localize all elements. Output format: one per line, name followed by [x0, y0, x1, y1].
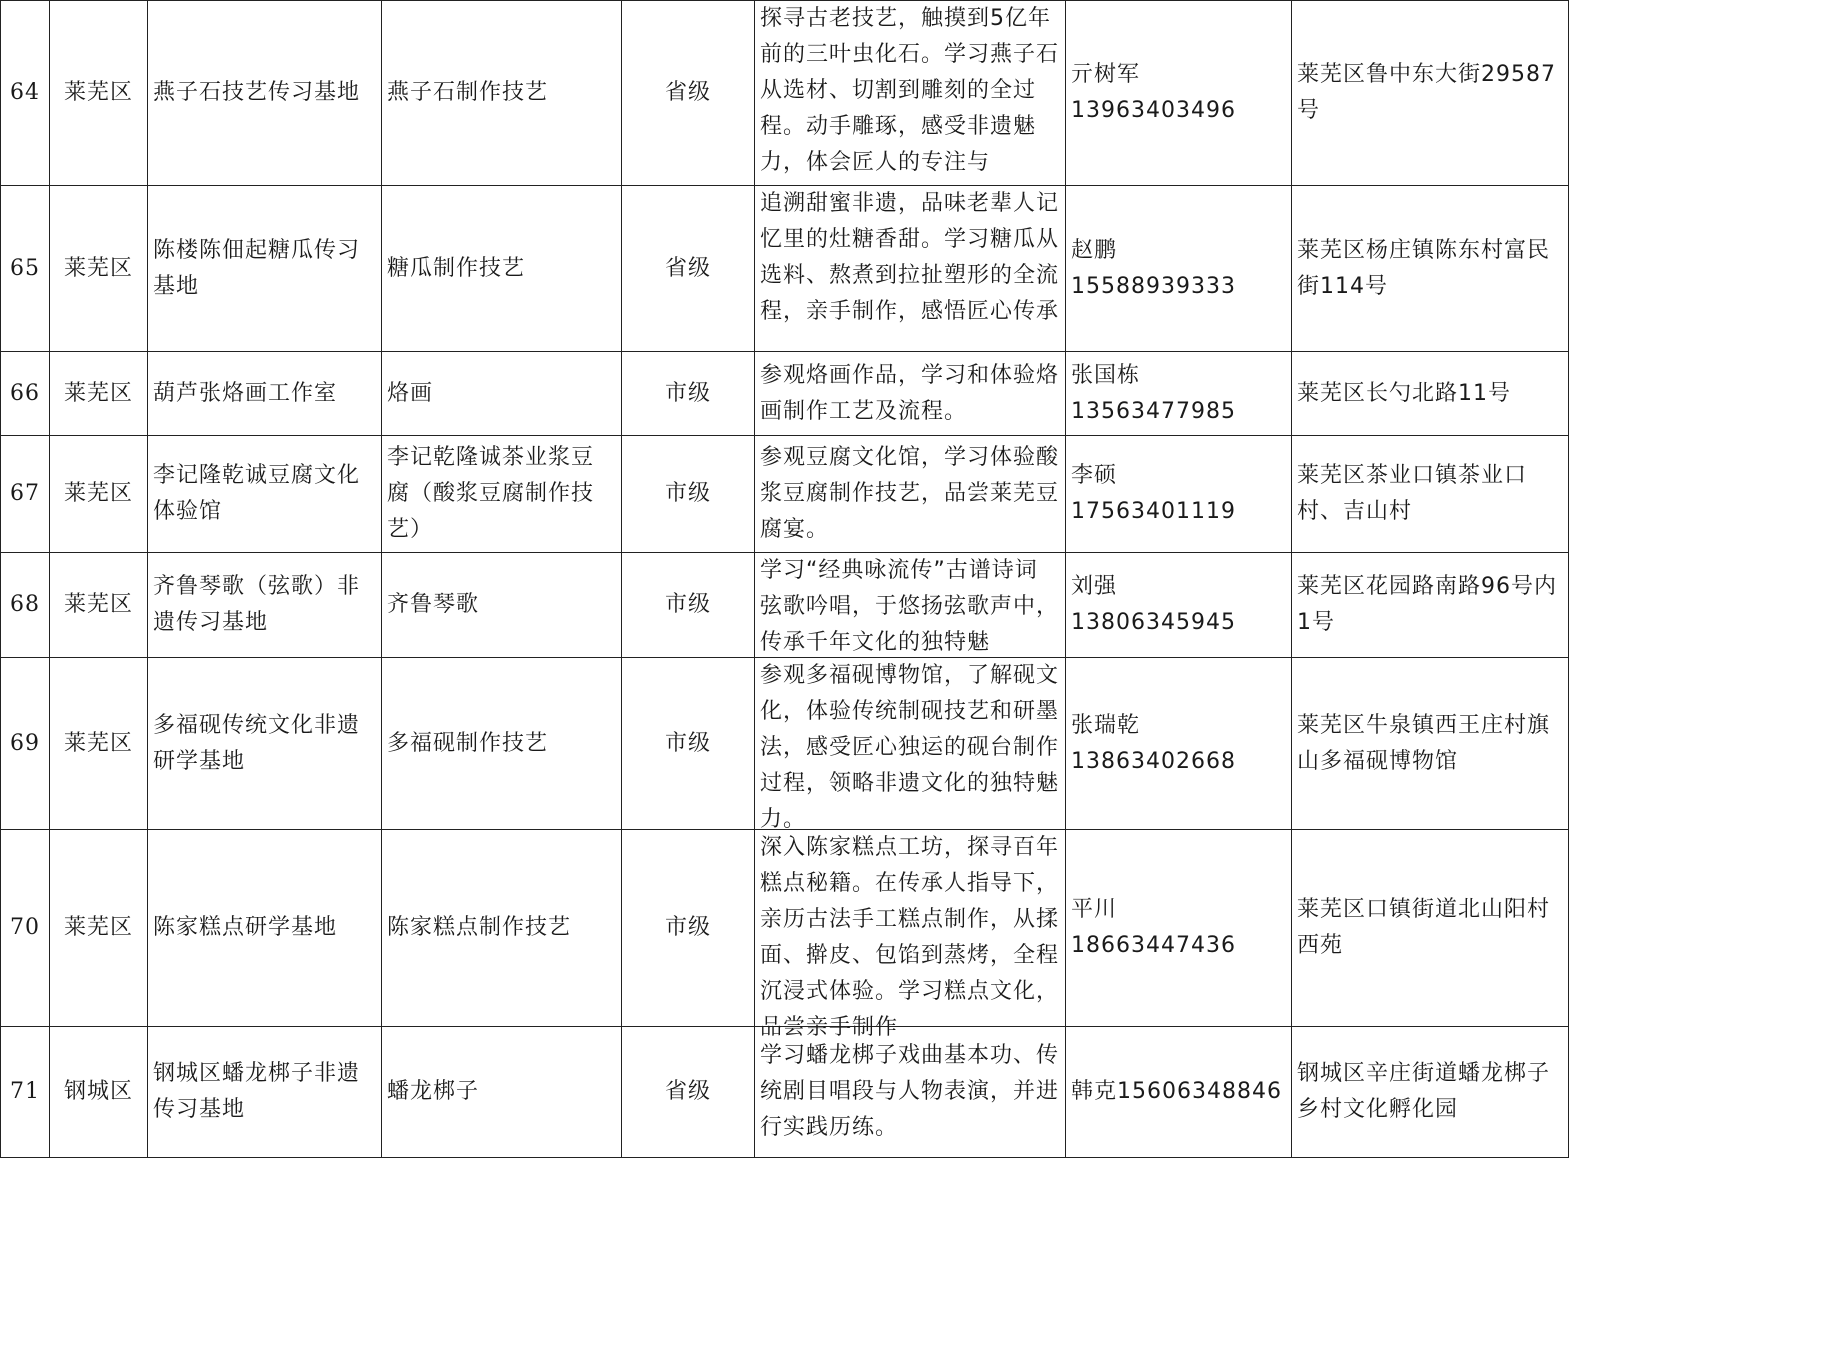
content-cell	[755, 1, 1066, 186]
base-name-cell: 李记隆乾诚豆腐文化体验馆	[148, 436, 382, 553]
content-text: 参观烙画作品，学习和体验烙画制作工艺及流程。	[760, 362, 1060, 424]
base-name-cell: 葫芦张烙画工作室	[148, 352, 382, 436]
project-cell: 蟠龙梆子	[382, 1027, 622, 1158]
row-number: 66	[1, 352, 50, 436]
district-cell: 莱芜区	[50, 553, 148, 658]
table-row	[1, 658, 1569, 830]
table-body	[1, 1, 1569, 1158]
base-name-cell: 钢城区蟠龙梆子非遗传习基地	[148, 1027, 382, 1158]
project-cell: 燕子石制作技艺	[382, 1, 622, 186]
content-cell	[755, 553, 1066, 658]
row-number: 71	[1, 1027, 50, 1158]
content-text: 参观豆腐文化馆，学习体验酸浆豆腐制作技艺，品尝莱芜豆腐宴。	[760, 445, 1060, 542]
contact-cell: 张国栋 13563477985	[1066, 352, 1292, 436]
level-cell: 省级	[622, 186, 755, 352]
content-cell	[755, 1027, 1066, 1158]
level-cell: 市级	[622, 436, 755, 553]
address-cell: 莱芜区口镇街道北山阳村西苑	[1292, 830, 1569, 1027]
row-number: 67	[1, 436, 50, 553]
base-name-cell: 陈楼陈佃起糖瓜传习基地	[148, 186, 382, 352]
base-name-cell: 多福砚传统文化非遗研学基地	[148, 658, 382, 830]
content-cell	[755, 352, 1066, 436]
content-text: 参观多福砚博物馆，了解砚文化，体验传统制砚技艺和研墨法，感受匠心独运的砚台制作过程，领略非遗文化的独特魅力。	[760, 663, 1060, 832]
contact-cell: 赵鹏 15588939333	[1066, 186, 1292, 352]
district-cell: 莱芜区	[50, 658, 148, 830]
project-cell: 李记乾隆诚茶业浆豆腐（酸浆豆腐制作技艺）	[382, 436, 622, 553]
row-number: 69	[1, 658, 50, 830]
district-cell: 莱芜区	[50, 352, 148, 436]
row-number: 64	[1, 1, 50, 186]
project-cell: 烙画	[382, 352, 622, 436]
district-cell: 钢城区	[50, 1027, 148, 1158]
district-cell: 莱芜区	[50, 1, 148, 186]
district-cell: 莱芜区	[50, 436, 148, 553]
row-number: 70	[1, 830, 50, 1027]
content-cell	[755, 186, 1066, 352]
level-cell: 市级	[622, 830, 755, 1027]
address-cell: 莱芜区茶业口镇茶业口村、吉山村	[1292, 436, 1569, 553]
contact-cell: 韩克15606348846	[1066, 1027, 1292, 1158]
address-cell: 莱芜区牛泉镇西王庄村旗山多福砚博物馆	[1292, 658, 1569, 830]
project-cell: 陈家糕点制作技艺	[382, 830, 622, 1027]
base-name-cell: 陈家糕点研学基地	[148, 830, 382, 1027]
base-name-cell: 齐鲁琴歌（弦歌）非遗传习基地	[148, 553, 382, 658]
level-cell: 省级	[622, 1, 755, 186]
row-number: 68	[1, 553, 50, 658]
level-cell: 市级	[622, 352, 755, 436]
address-cell: 莱芜区花园路南路96号内1号	[1292, 553, 1569, 658]
content-text: 学习蟠龙梆子戏曲基本功、传统剧目唱段与人物表演，并进行实践历练。	[760, 1043, 1060, 1140]
district-cell: 莱芜区	[50, 186, 148, 352]
table-row	[1, 352, 1569, 436]
table-row	[1, 436, 1569, 553]
content-text: 学习“经典咏流传”古谱诗词弦歌吟唱，于悠扬弦歌声中，传承千年文化的独特魅	[760, 558, 1060, 655]
district-cell: 莱芜区	[50, 830, 148, 1027]
content-cell	[755, 658, 1066, 830]
contact-cell: 张瑞乾 13863402668	[1066, 658, 1292, 830]
contact-cell: 李硕 17563401119	[1066, 436, 1292, 553]
base-name-cell: 燕子石技艺传习基地	[148, 1, 382, 186]
level-cell: 省级	[622, 1027, 755, 1158]
address-cell: 钢城区辛庄街道蟠龙梆子乡村文化孵化园	[1292, 1027, 1569, 1158]
contact-cell: 平川 18663447436	[1066, 830, 1292, 1027]
contact-cell: 亓树军 13963403496	[1066, 1, 1292, 186]
content-text: 探寻古老技艺，触摸到5亿年前的三叶虫化石。学习燕子石从选材、切割到雕刻的全过程。动手雕琢，感受非遗魅力，体会匠人的专注与	[760, 6, 1060, 175]
address-cell: 莱芜区杨庄镇陈东村富民街114号	[1292, 186, 1569, 352]
table-row	[1, 553, 1569, 658]
level-cell: 市级	[622, 553, 755, 658]
project-cell: 齐鲁琴歌	[382, 553, 622, 658]
table-row	[1, 1, 1569, 186]
table-row	[1, 830, 1569, 1027]
content-text: 深入陈家糕点工坊，探寻百年糕点秘籍。在传承人指导下，亲历古法手工糕点制作，从揉面、擀皮、包馅到蒸烤，全程沉浸式体验。学习糕点文化，品尝亲手制作	[760, 835, 1060, 1040]
project-cell: 多福砚制作技艺	[382, 658, 622, 830]
content-text: 追溯甜蜜非遗，品味老辈人记忆里的灶糖香甜。学习糖瓜从选料、熬煮到拉扯塑形的全流程，亲手制作，感悟匠心传承	[760, 191, 1060, 324]
table-row	[1, 186, 1569, 352]
project-cell: 糖瓜制作技艺	[382, 186, 622, 352]
level-cell: 市级	[622, 658, 755, 830]
content-cell	[755, 436, 1066, 553]
address-cell: 莱芜区鲁中东大街29587号	[1292, 1, 1569, 186]
content-cell	[755, 830, 1066, 1040]
contact-cell: 刘强 13806345945	[1066, 553, 1292, 658]
table-row	[1, 1027, 1569, 1158]
row-number: 65	[1, 186, 50, 352]
address-cell: 莱芜区长勺北路11号	[1292, 352, 1569, 436]
